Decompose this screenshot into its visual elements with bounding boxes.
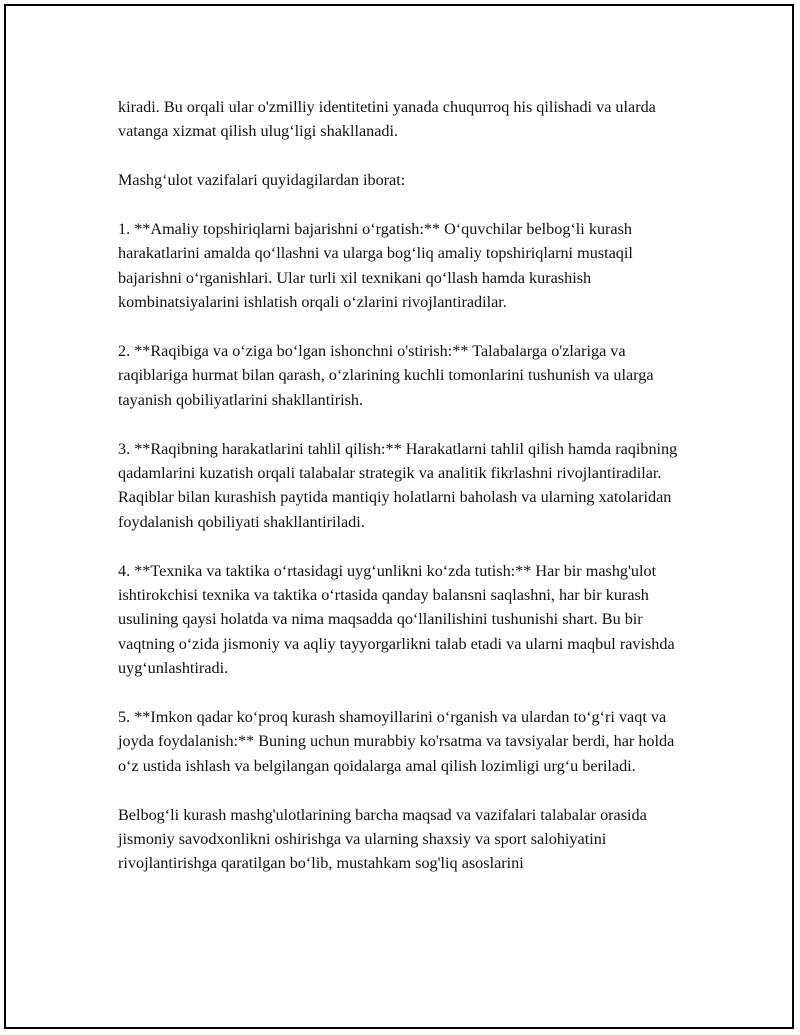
list-item-4: 4. **Texnika va taktika o‘rtasidagi uyg‘unlikni ko‘zda tutish:** Har bir mashg'ulot ishtirokchisi texnika va taktika o‘rtasida qanday balansni saqlashni, har bir kurash usulining qaysi holatda va nima maqsadda qo‘llanilishini tushunishi shart. Bu bir vaqtning o‘zida jismoniy va aqliy tayyorgarlikni talab etadi va ularni maqbul ravishda uyg‘unlashtiradi. xyxy=(118,561,675,678)
paragraph-tasks-heading: Mashg‘ulot vazifalari quyidagilardan iborat: xyxy=(118,171,406,190)
list-item-5: 5. **Imkon qadar ko‘proq kurash shamoyillarini o‘rganish va ulardan to‘g‘ri vaqt va joyda foydalanish:** Buning uchun murabbiy ko'rsatma va tavsiyalar berdi, har holda o‘z ustida ishlash va belgilangan qoidalarga amal qilish lozimligi urg‘u beriladi. xyxy=(118,708,675,775)
list-item-1: 1. **Amaliy topshiriqlarni bajarishni o‘rgatish:** O‘quvchilar belbog‘li kurash harakatlarini amalda qo‘llashni va ularga bog‘liq amaliy topshiriqlarni mustaqil bajarishni o‘rganishlari. Ular turli xil texnikani qo‘llash hamda kurashish kombinatsiyalarini ishlatish orqali o‘zlarini rivojlantiradilar. xyxy=(118,220,633,312)
paragraph-conclusion: Belbog‘li kurash mashg'ulotlarining barcha maqsad va vazifalari talabalar orasida jismoniy savodxonlikni oshirishga va ularning shaxsiy va sport salohiyatini rivojlantirishga qaratilgan bo‘lib, mustahkam sog'liq asoslarini xyxy=(118,805,647,873)
list-item-3: 3. **Raqibning harakatlarini tahlil qilish:** Harakatlarni tahlil qilish hamda raqibning qadamlarini kuzatish orqali talabalar strategik va analitik fikrlashni rivojlantiradilar. Raqiblar bilan kurashish paytida mantiqiy holatlarni baholash va ularning xatolaridan foydalanish qobiliyati shakllantiriladi. xyxy=(118,439,678,531)
paragraph-intro-continuation: kiradi. Bu orqali ular o'zmilliy identitetini yanada chuqurroq his qilishadi va ularda vatanga xizmat qilish ulug‘ligi shakllanadi. xyxy=(118,98,656,141)
list-item-2: 2. **Raqibiga va o‘ziga bo‘lgan ishonchni o'stirish:** Talabalarga o'zlariga va raqiblariga hurmat bilan qarash, o‘zlarining kuchli tomonlarini tushunish va ularga tayanish qobiliyatlarini shakllantirish. xyxy=(118,342,654,409)
document-body xyxy=(118,95,698,876)
